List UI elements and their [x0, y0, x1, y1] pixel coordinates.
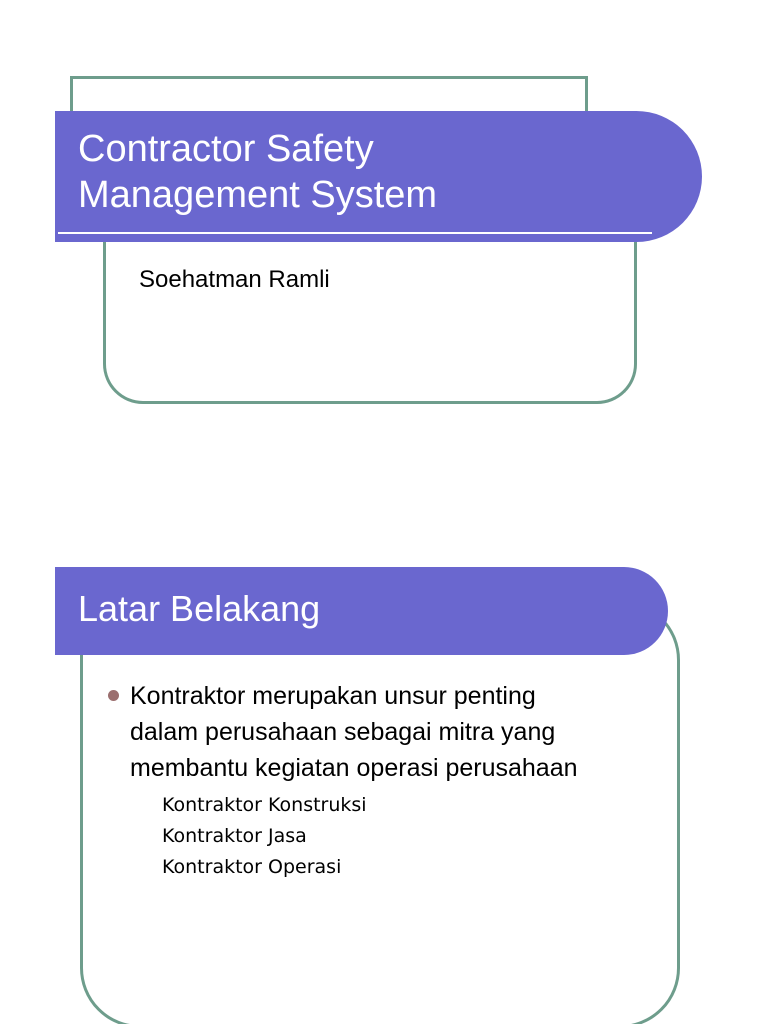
sub-item-list [162, 790, 367, 883]
slide-title [78, 126, 437, 218]
sub-item: Kontraktor Operasi [162, 856, 342, 878]
sub-item: Kontraktor Konstruksi [162, 794, 367, 816]
slide-1 [0, 0, 768, 420]
slide-title-line-2: Management System [78, 174, 438, 216]
bullet-text [130, 678, 578, 786]
sub-item: Kontraktor Jasa [162, 825, 307, 847]
title-underline [58, 232, 652, 234]
slide-title: Latar Belakang [78, 588, 321, 629]
slide-title-line-1: Contractor Safety [78, 128, 374, 170]
bullet-line-2: dalam perusahaan sebagai mitra yang [130, 718, 556, 746]
bullet-line-1: Kontraktor merupakan unsur penting [130, 682, 536, 710]
bullet-dot-icon [108, 690, 119, 701]
slide-subtitle: Soehatman Ramli [139, 266, 330, 293]
bullet-line-3: membantu kegiatan operasi perusahaan [130, 754, 578, 782]
